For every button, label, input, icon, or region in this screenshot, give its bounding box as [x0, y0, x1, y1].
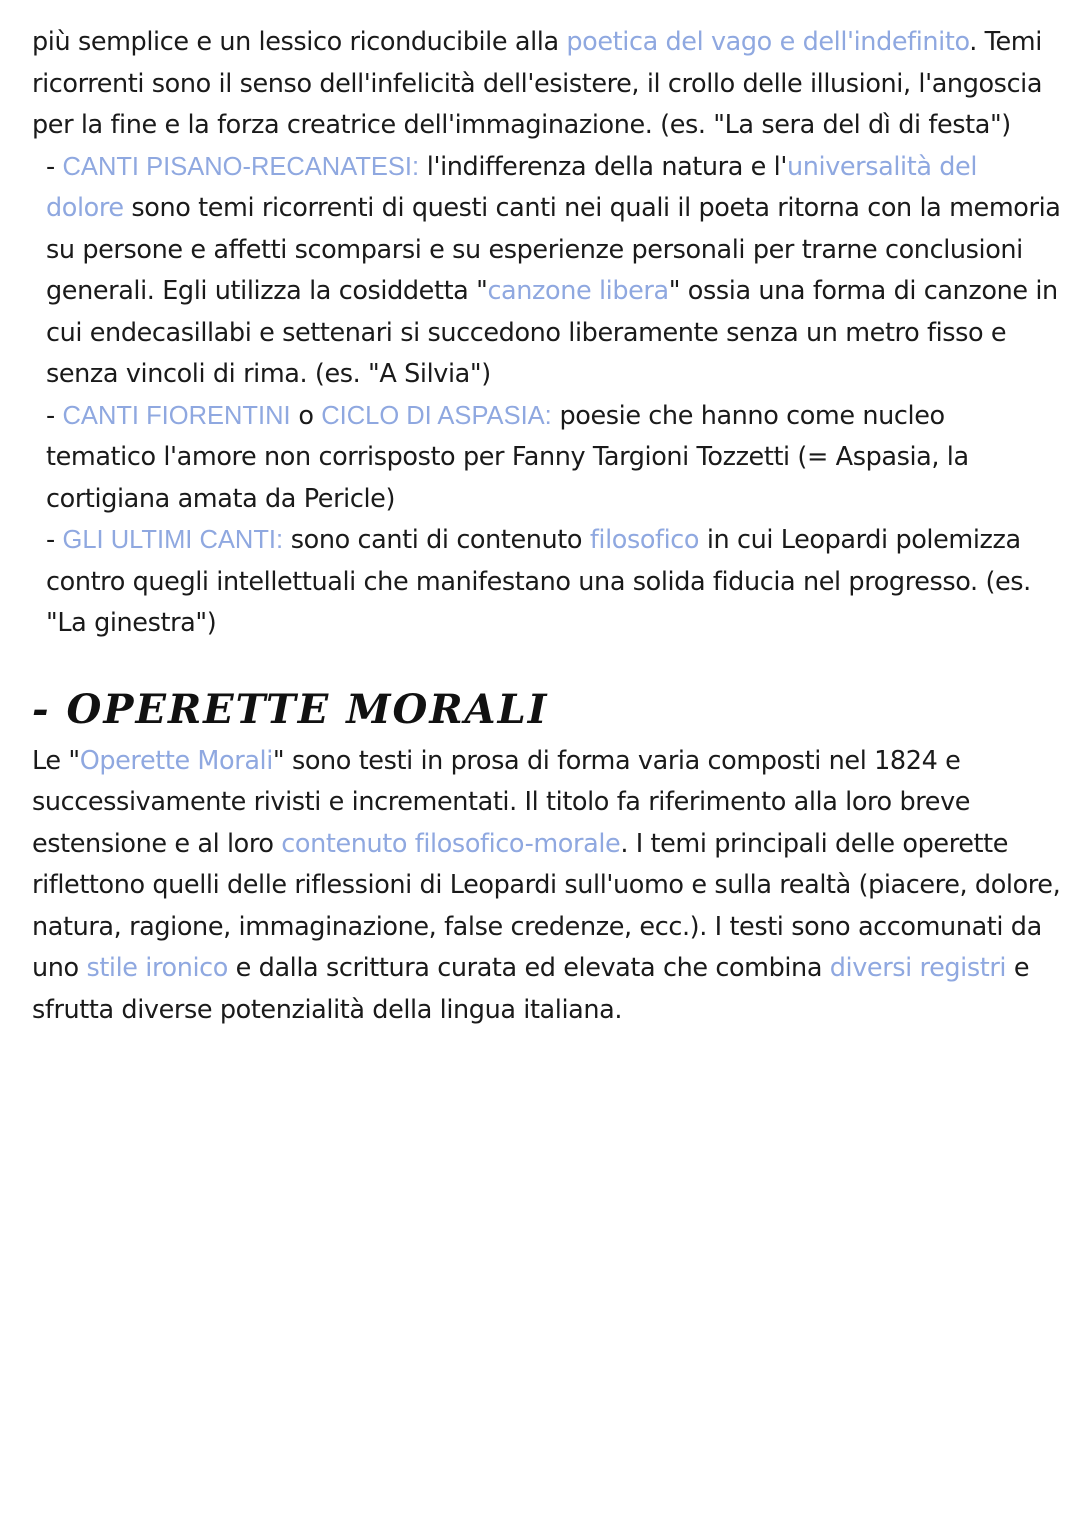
- item-label-ultimi: GLI ULTIMI CANTI:: [62, 526, 284, 554]
- item-connector: o: [290, 400, 322, 431]
- operette-highlight: Operette Morali: [79, 745, 273, 776]
- section-heading: [32, 683, 1062, 737]
- item-text: in cui Leopardi polemizza contro quegli intellettuali che manifestano una solida fiducia nel progresso. (es. "La ginestra"): [46, 525, 1031, 638]
- item-dash: -: [46, 525, 63, 555]
- item-label-pisano: CANTI PISANO-RECANATESI:: [62, 152, 420, 181]
- item-text: sono temi ricorrenti di questi canti nei quali il poeta ritorna con la memoria su persone e affetti scomparsi e su esperienze personali per trarne conclusioni generali. Egli utilizza la cosiddetta ": [46, 193, 1061, 306]
- heading-dash: -: [32, 685, 67, 733]
- operette-text: Le ": [32, 745, 80, 776]
- item-label-fiorentini: CANTI FIORENTINI: [62, 401, 291, 430]
- operette-text: " sono testi in prosa di forma varia composti nel 1824 e successivamente rivisti e incrementati. Il titolo fa riferimento alla loro breve estensione e al loro: [32, 745, 971, 859]
- item-text: l'indifferenza della natura e l': [419, 151, 787, 182]
- item-highlight: filosofico: [589, 525, 700, 555]
- item-text: " ossia una forma di canzone in cui endecasillabi e settenari si succedono liberamente senza un metro fisso e senza vincoli di rima. (es. "A Silvia"): [46, 276, 1058, 389]
- intro-paragraph: [32, 22, 1062, 147]
- operette-highlight: stile ironico: [86, 953, 228, 983]
- item-ultimi-canti: [32, 520, 1062, 645]
- operette-text: e sfrutta diverse potenzialità della lingua italiana.: [32, 953, 1030, 1025]
- item-canti-fiorentini: [32, 396, 1062, 521]
- operette-paragraph: [32, 741, 1062, 1032]
- intro-text: più semplice e un lessico riconducibile alla: [32, 27, 567, 57]
- operette-text: . I temi principali delle operette riflettono quelli delle riflessioni di Leopardi sull'uomo e sulla realtà (piacere, dolore, natura, ragione, immaginazione, false credenze, ecc.). I testi sono accomunati da uno: [32, 828, 1061, 983]
- item-label-aspasia: CICLO DI ASPASIA:: [321, 401, 552, 430]
- intro-highlight: poetica del vago e dell'indefinito: [566, 27, 970, 57]
- item-text: sono canti di contenuto: [283, 525, 590, 555]
- operette-highlight: contenuto filosofico-morale: [281, 828, 621, 859]
- intro-period: .: [969, 27, 977, 57]
- item-highlight: canzone libera: [487, 276, 669, 306]
- intro-rest: Temi ricorrenti sono il senso dell'infelicità dell'esistere, il crollo delle illusioni, l'angoscia per la fine e la forza creatrice dell'immaginazione. (es. "La sera del dì di festa"): [32, 27, 1043, 140]
- operette-text: e dalla scrittura curata ed elevata che combina: [227, 953, 830, 983]
- heading-title: OPERETTE MORALI: [66, 685, 549, 733]
- item-text: poesie che hanno come nucleo tematico l'amore non corrisposto per Fanny Targioni Tozzetti (= Aspasia, la cortigiana amata da Pericle): [46, 400, 969, 514]
- item-dash: -: [46, 400, 63, 431]
- notes-content: [32, 22, 1062, 1031]
- item-highlight: universalità del dolore: [46, 151, 978, 223]
- operette-highlight: diversi registri: [829, 953, 1007, 983]
- item-canti-pisano-recanatesi: [32, 147, 1062, 396]
- item-dash: -: [46, 151, 63, 182]
